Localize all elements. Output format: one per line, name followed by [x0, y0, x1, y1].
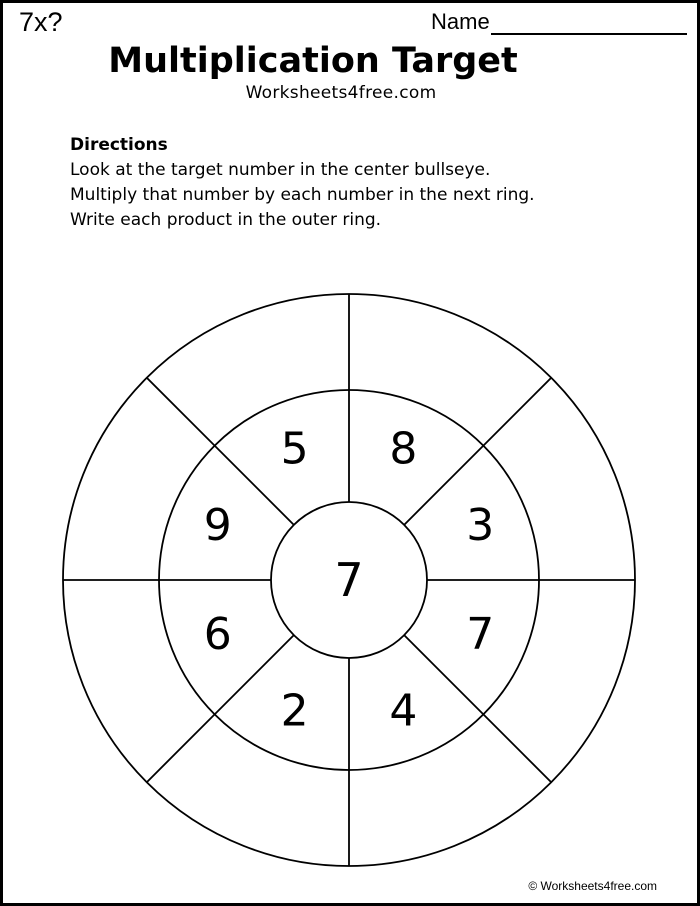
factor-number: 5: [280, 423, 309, 475]
direction-line: Write each product in the outer ring.: [70, 210, 382, 230]
factor-number: 3: [466, 500, 495, 552]
factor-number: 2: [280, 685, 309, 737]
factor-number: 7: [466, 608, 495, 660]
copyright-footer: © Worksheets4free.com: [528, 879, 657, 893]
name-label: Name: [431, 9, 490, 34]
factor-number: 6: [203, 608, 232, 660]
site-name: Worksheets4free.com: [245, 83, 437, 103]
factor-number: 4: [389, 685, 418, 737]
multiplication-target: [3, 3, 697, 903]
direction-line: Multiply that number by each number in the next ring.: [70, 185, 535, 205]
directions-heading: Directions: [70, 135, 168, 155]
center-target-number: 7: [334, 553, 364, 607]
factor-number: 9: [203, 500, 232, 552]
worksheet-title: Multiplication Target: [108, 41, 518, 81]
times-table-label: 7x?: [19, 7, 63, 37]
direction-line: Look at the target number in the center bullseye.: [70, 160, 491, 180]
factor-number: 8: [389, 423, 418, 475]
